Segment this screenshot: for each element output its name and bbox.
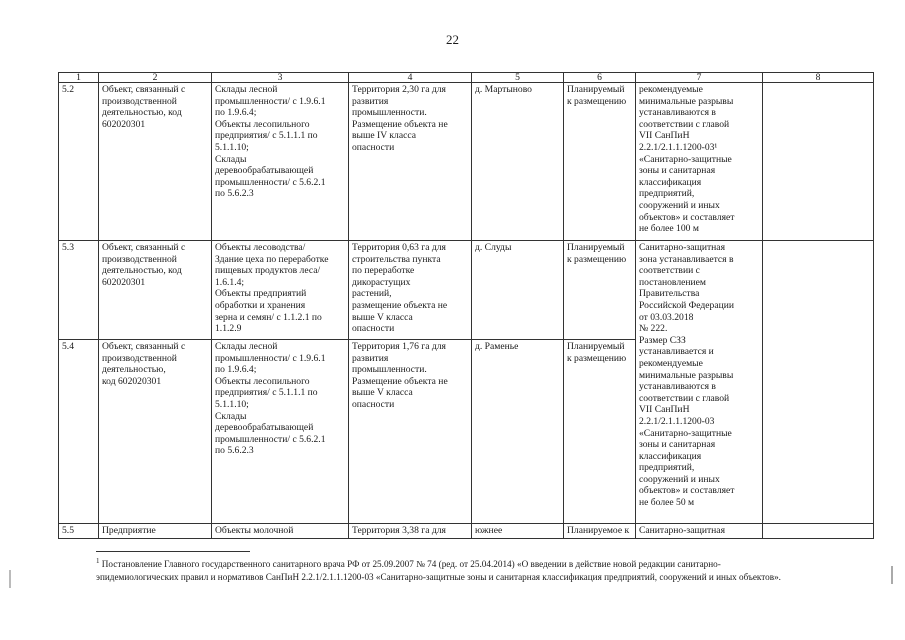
cell-line: дикорастущих xyxy=(352,276,411,288)
cell-line: 602020301 xyxy=(102,276,146,288)
cell-line: к размещению xyxy=(567,253,627,265)
cell-line: Объект, связанный с xyxy=(102,84,186,95)
cell-line: устанавливается и xyxy=(639,346,714,358)
cell-line: выше V класса xyxy=(352,387,413,399)
cell-line: рекомендуемые xyxy=(639,84,703,95)
cell-line: VII СанПиН xyxy=(639,130,690,142)
cell-line: Объекты молочной xyxy=(215,525,294,536)
cell-line: от 03.03.2018 xyxy=(639,311,694,323)
cell-line: минимальные разрывы xyxy=(639,369,734,381)
footnote-text-1: Постановление Главного государственного санитарного врача РФ от 25.09.2007 № 74 (ред. от 25.04.2014) «О введении в действие новой редакции санитарно- xyxy=(99,559,721,569)
cell-line: промышленности/ с 5.6.2.1 xyxy=(215,176,326,188)
cell-line: 5.1.1.10; xyxy=(215,398,249,410)
cell-line: сооружений и иных xyxy=(639,473,720,485)
cell-line: размещение объекта не xyxy=(352,299,448,311)
cell-line: Склады лесной xyxy=(215,341,278,352)
cell-line: не более 50 м xyxy=(639,497,695,509)
page-number: 22 xyxy=(446,32,459,47)
cell-line: производственной xyxy=(102,253,177,265)
cell-line: код 602020301 xyxy=(102,375,162,387)
cell-line: Размер СЗЗ xyxy=(639,334,686,346)
cell-line: Правительства xyxy=(639,288,700,300)
cell-line: VII СанПиН xyxy=(639,404,690,416)
cell-line: по 1.9.6.4; xyxy=(215,364,257,376)
cell-line: по 1.9.6.4; xyxy=(215,107,257,119)
footnote-mark: 1 xyxy=(96,556,100,565)
cell-line: 602020301 xyxy=(102,118,146,130)
column-header: 8 xyxy=(763,73,874,83)
cell-line: «Санитарно-защитные xyxy=(639,427,732,439)
cell-line: опасности xyxy=(352,398,395,410)
cell-line: классификация xyxy=(639,176,702,188)
column-header: 7 xyxy=(636,73,763,83)
cell-line: Планируемое к xyxy=(567,525,630,536)
cell-line: соответствии с главой xyxy=(639,118,730,130)
cell-line: Территория 3,38 га для xyxy=(352,525,446,536)
cell-line: производственной xyxy=(102,95,177,107)
cell-line: 1.1.2.9 xyxy=(215,323,242,335)
cell-line: промышленности/ с 1.9.6.1 xyxy=(215,95,326,107)
row-number: 5.5 xyxy=(59,524,99,539)
cell-line: Объект, связанный с xyxy=(102,242,186,253)
cell-line: Размещение объекта не xyxy=(352,375,448,387)
cell-line: промышленности/ с 5.6.2.1 xyxy=(215,433,326,445)
cell-line: предприятий, xyxy=(639,462,695,474)
cell-line: Объекты лесоводства/ xyxy=(215,242,306,253)
cell-line: деревообрабатывающей xyxy=(215,165,314,177)
row-number: 5.4 xyxy=(59,340,99,524)
cell-line: Размещение объекта не xyxy=(352,118,448,130)
cell-line: по переработке xyxy=(352,265,415,277)
cell-line: соответствии с главой xyxy=(639,392,730,404)
cell-line: «Санитарно-защитные xyxy=(639,153,732,165)
cell-line: опасности xyxy=(352,141,395,153)
cell-line: не более 100 м xyxy=(639,223,699,235)
row-number: 5.3 xyxy=(59,241,99,340)
cell-line: деревообрабатывающей xyxy=(215,422,314,434)
cell-line: Объекты лесопильного xyxy=(215,375,310,387)
cell-line: зерна и семян/ с 1.1.2.1 по xyxy=(215,311,322,323)
location-cell: южнее xyxy=(472,524,564,539)
cell-line: зоны и санитарная xyxy=(639,439,716,451)
cell-line: к размещению xyxy=(567,95,627,107)
location-cell: д. Слуды xyxy=(472,241,564,340)
column-header: 3 xyxy=(212,73,349,83)
cell-line: развития xyxy=(352,95,389,107)
cell-line: предприятий, xyxy=(639,188,695,200)
column-header: 2 xyxy=(99,73,212,83)
cell-line: Территория 0,63 га для xyxy=(352,242,446,253)
cell-line: выше IV класса xyxy=(352,130,416,142)
cell-line: Склады xyxy=(215,410,247,422)
cell-line: строительства пункта xyxy=(352,253,441,265)
cell-line: Предприятие xyxy=(102,525,156,536)
cell-line: производственной xyxy=(102,352,177,364)
cell-line: предприятия/ с 5.1.1.1 по xyxy=(215,387,318,399)
cell-line: Российской Федерации xyxy=(639,299,734,311)
cell-line: Объекты лесопильного xyxy=(215,118,310,130)
column-header: 1 xyxy=(59,73,99,83)
cell-line: № 222. xyxy=(639,323,668,335)
location-cell: д. Мартыново xyxy=(472,83,564,241)
cell-line: развития xyxy=(352,352,389,364)
cell-line: по 5.6.2.3 xyxy=(215,188,254,200)
cell-line: Склады xyxy=(215,153,247,165)
cell-line: к размещению xyxy=(567,352,627,364)
cell-line: по 5.6.2.3 xyxy=(215,445,254,457)
cell-line: деятельностью, код xyxy=(102,265,182,277)
cell-line: Планируемый xyxy=(567,341,625,352)
cell-line: 5.1.1.10; xyxy=(215,141,249,153)
column-header: 6 xyxy=(564,73,636,83)
cell-line: соответствии с xyxy=(639,265,700,277)
column-header: 5 xyxy=(472,73,564,83)
cell-line: минимальные разрывы xyxy=(639,95,734,107)
row-number: 5.2 xyxy=(59,83,99,241)
cell-line: обработки и хранения xyxy=(215,299,306,311)
cell-line: Территория 2,30 га для xyxy=(352,84,446,95)
cell-line: промышленности. xyxy=(352,107,427,119)
cell-line: Объект, связанный с xyxy=(102,341,186,352)
cell-line: Планируемый xyxy=(567,84,625,95)
column-header: 4 xyxy=(349,73,472,83)
cell-line: зоны и санитарная xyxy=(639,165,716,177)
cell-line: деятельностью, код xyxy=(102,107,182,119)
cell-line: Территория 1,76 га для xyxy=(352,341,446,352)
cell-line: деятельностью, xyxy=(102,364,166,376)
cell-line: зона устанавливается в xyxy=(639,253,734,265)
cell-line: классификация xyxy=(639,450,702,462)
cell-line: Склады лесной xyxy=(215,84,278,95)
cell-line: постановлением xyxy=(639,276,706,288)
cell-line: промышленности. xyxy=(352,364,427,376)
cell-line: растений, xyxy=(352,288,392,300)
cell-line: промышленности/ с 1.9.6.1 xyxy=(215,352,326,364)
cell-line: Планируемый xyxy=(567,242,625,253)
cell-line: пищевых продуктов леса/ xyxy=(215,265,321,277)
cell-line: выше V класса xyxy=(352,311,413,323)
cell-line: 1.6.1.4; xyxy=(215,276,245,288)
cell-line: устанавливаются в xyxy=(639,381,716,393)
cell-line: рекомендуемые xyxy=(639,357,703,369)
cell-line: устанавливаются в xyxy=(639,107,716,119)
cell-line: Объекты предприятий xyxy=(215,288,307,300)
footnote-line-2: эпидемиологических правил и нормативов СанПиН 2.2.1/2.1.1.1200-03 «Санитарно-защитные зоны и санитарная классификация предприятий, сооружений и иных объектов». xyxy=(96,572,781,582)
cell-line: 2.2.1/2.1.1.1200-03 xyxy=(639,415,715,427)
cell-line: предприятия/ с 5.1.1.1 по xyxy=(215,130,318,142)
cell-line: объектов» и составляет xyxy=(639,485,735,497)
cell-line: сооружений и иных xyxy=(639,199,720,211)
cell-line: 2.2.1/2.1.1.1200-03¹ xyxy=(639,141,718,153)
cell-line: Санитарно-защитная xyxy=(639,525,725,536)
cell-line: опасности xyxy=(352,323,395,335)
cell-line: объектов» и составляет xyxy=(639,211,735,223)
cell-line: Санитарно-защитная xyxy=(639,242,725,253)
cell-line: Здание цеха по переработке xyxy=(215,253,329,265)
location-cell: д. Раменье xyxy=(472,340,564,524)
